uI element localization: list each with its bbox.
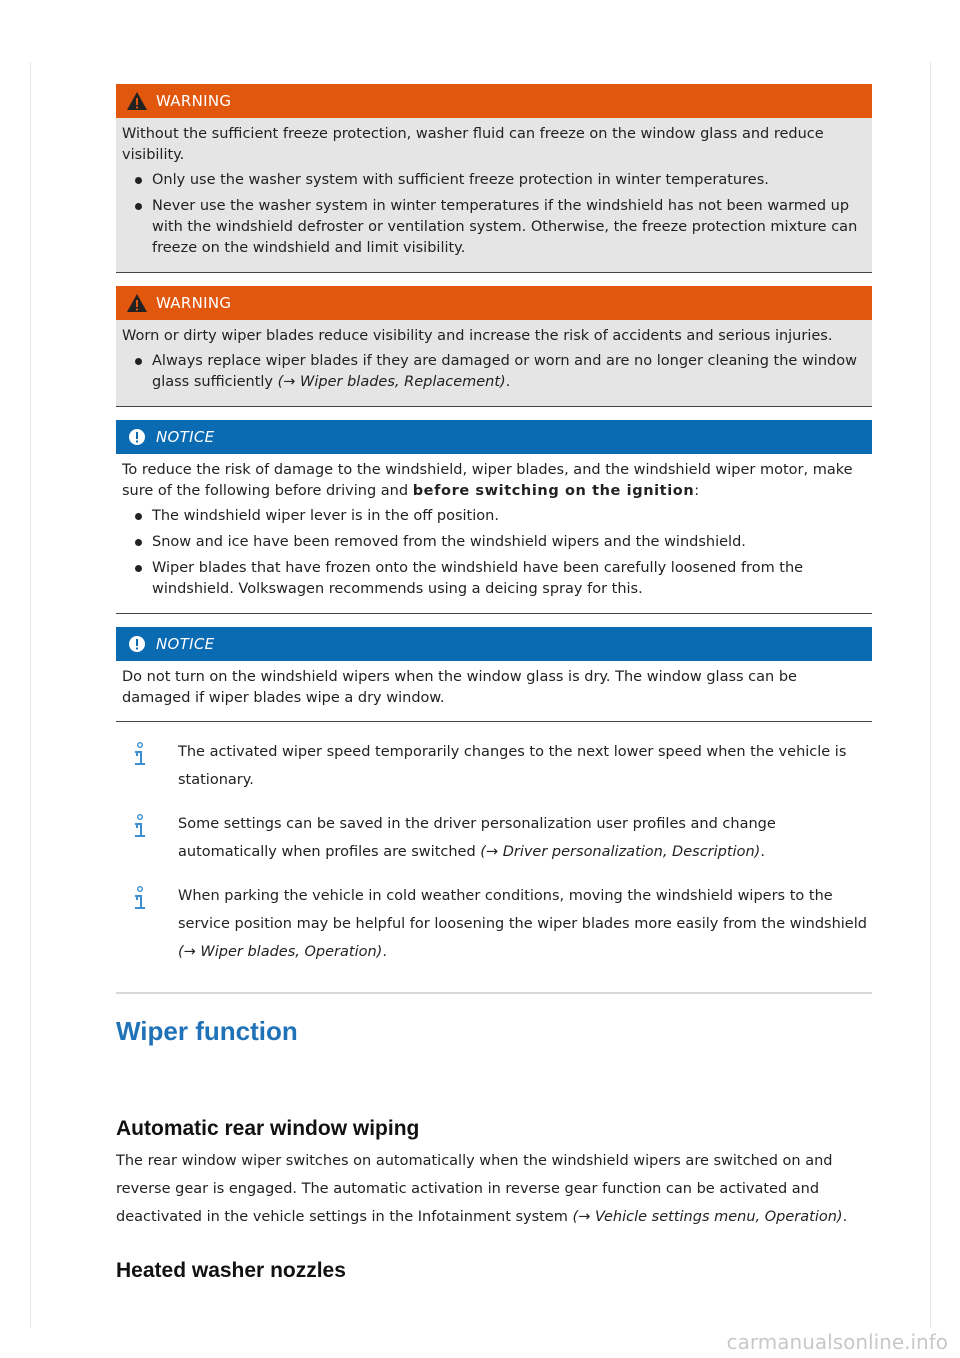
- section-divider: [116, 992, 872, 994]
- notice-text: Do not turn on the windshield wipers when the window glass is dry. The window glass can be damaged if wiper blades wipe a dry window.: [122, 669, 797, 706]
- cross-reference-link[interactable]: (→ Wiper blades, Replacement): [277, 374, 506, 390]
- warning-title: WARNING: [156, 92, 232, 110]
- warning-intro: Without the sufficient freeze protection, washer fluid can freeze on the window glass and reduce visibility.: [122, 126, 824, 163]
- list-item: Snow and ice have been removed from the windshield wipers and the windshield.: [122, 532, 866, 553]
- warning-box-freeze: [116, 84, 872, 273]
- right-margin-rule: [930, 62, 931, 1328]
- cross-reference-link[interactable]: (→ Vehicle settings menu, Operation): [572, 1209, 843, 1225]
- info-note: [116, 810, 872, 866]
- notice-box-dry-window: [116, 627, 872, 722]
- left-margin-rule: [30, 62, 31, 1328]
- subsection-heading-heated-nozzles: Heated washer nozzles: [116, 1259, 346, 1282]
- notice-title: NOTICE: [156, 428, 215, 446]
- warning-title: WARNING: [156, 294, 232, 312]
- list-item: Wiper blades that have frozen onto the windshield have been carefully loosened from the windshield. Volkswagen recommends using a deicing spray for this.: [122, 558, 866, 600]
- list-item: The windshield wiper lever is in the off position.: [122, 506, 866, 527]
- info-icon: [116, 738, 178, 794]
- info-text: The activated wiper speed temporarily changes to the next lower speed when the vehicle is stationary.: [178, 744, 847, 788]
- warning-header: [116, 84, 872, 118]
- watermark: carmanualsonline.info: [726, 1330, 948, 1354]
- warning-triangle-icon: [126, 91, 148, 111]
- notice-box-damage: [116, 420, 872, 614]
- info-icon: [116, 882, 178, 966]
- warning-box-wiper-blades: [116, 286, 872, 407]
- notice-intro: To reduce the risk of damage to the windshield, wiper blades, and the windshield wiper motor, make sure of the following before driving and before switching on the ignition:: [122, 462, 853, 499]
- warning-triangle-icon: [126, 293, 148, 313]
- page-content: [116, 84, 872, 1289]
- info-note: [116, 882, 872, 966]
- warning-intro: Worn or dirty wiper blades reduce visibility and increase the risk of accidents and serious injuries.: [122, 328, 833, 344]
- notice-header: [116, 420, 872, 454]
- exclamation-circle-icon: [126, 634, 148, 654]
- list-item: Always replace wiper blades if they are damaged or worn and are no longer cleaning the window glass sufficiently (→ Wiper blades, Replacement).: [122, 351, 866, 393]
- cross-reference-link[interactable]: (→ Wiper blades, Operation): [178, 944, 383, 960]
- section-title: Wiper function: [116, 1016, 298, 1046]
- exclamation-circle-icon: [126, 427, 148, 447]
- info-text: Some settings can be saved in the driver personalization user profiles and change automatically when profiles are switched (→ Driver personalization, Description).: [178, 816, 776, 860]
- subsection-heading-rear-wiping: Automatic rear window wiping: [116, 1117, 420, 1140]
- info-text: When parking the vehicle in cold weather conditions, moving the windshield wipers to the service position may be helpful for loosening the wiper blades more easily from the windshield (→ Wiper blades, Operation).: [178, 888, 867, 960]
- info-icon: [116, 810, 178, 866]
- list-item: Never use the washer system in winter temperatures if the windshield has not been warmed up with the windshield defroster or ventilation system. Otherwise, the freeze protection mixture can freeze on the windshield and limit visibility.: [122, 196, 866, 259]
- notice-title: NOTICE: [156, 635, 215, 653]
- cross-reference-link[interactable]: (→ Driver personalization, Description): [480, 844, 761, 860]
- notice-header: [116, 627, 872, 661]
- rear-wiping-paragraph: The rear window wiper switches on automatically when the windshield wipers are switched on and reverse gear is engaged. The automatic activation in reverse gear function can be activated and deactivated in the vehicle settings in the Infotainment system (→ Vehicle settings menu, Operation).: [116, 1153, 848, 1225]
- list-item: Only use the washer system with sufficient freeze protection in winter temperatures.: [122, 170, 866, 191]
- warning-header: [116, 286, 872, 320]
- info-note: [116, 738, 872, 794]
